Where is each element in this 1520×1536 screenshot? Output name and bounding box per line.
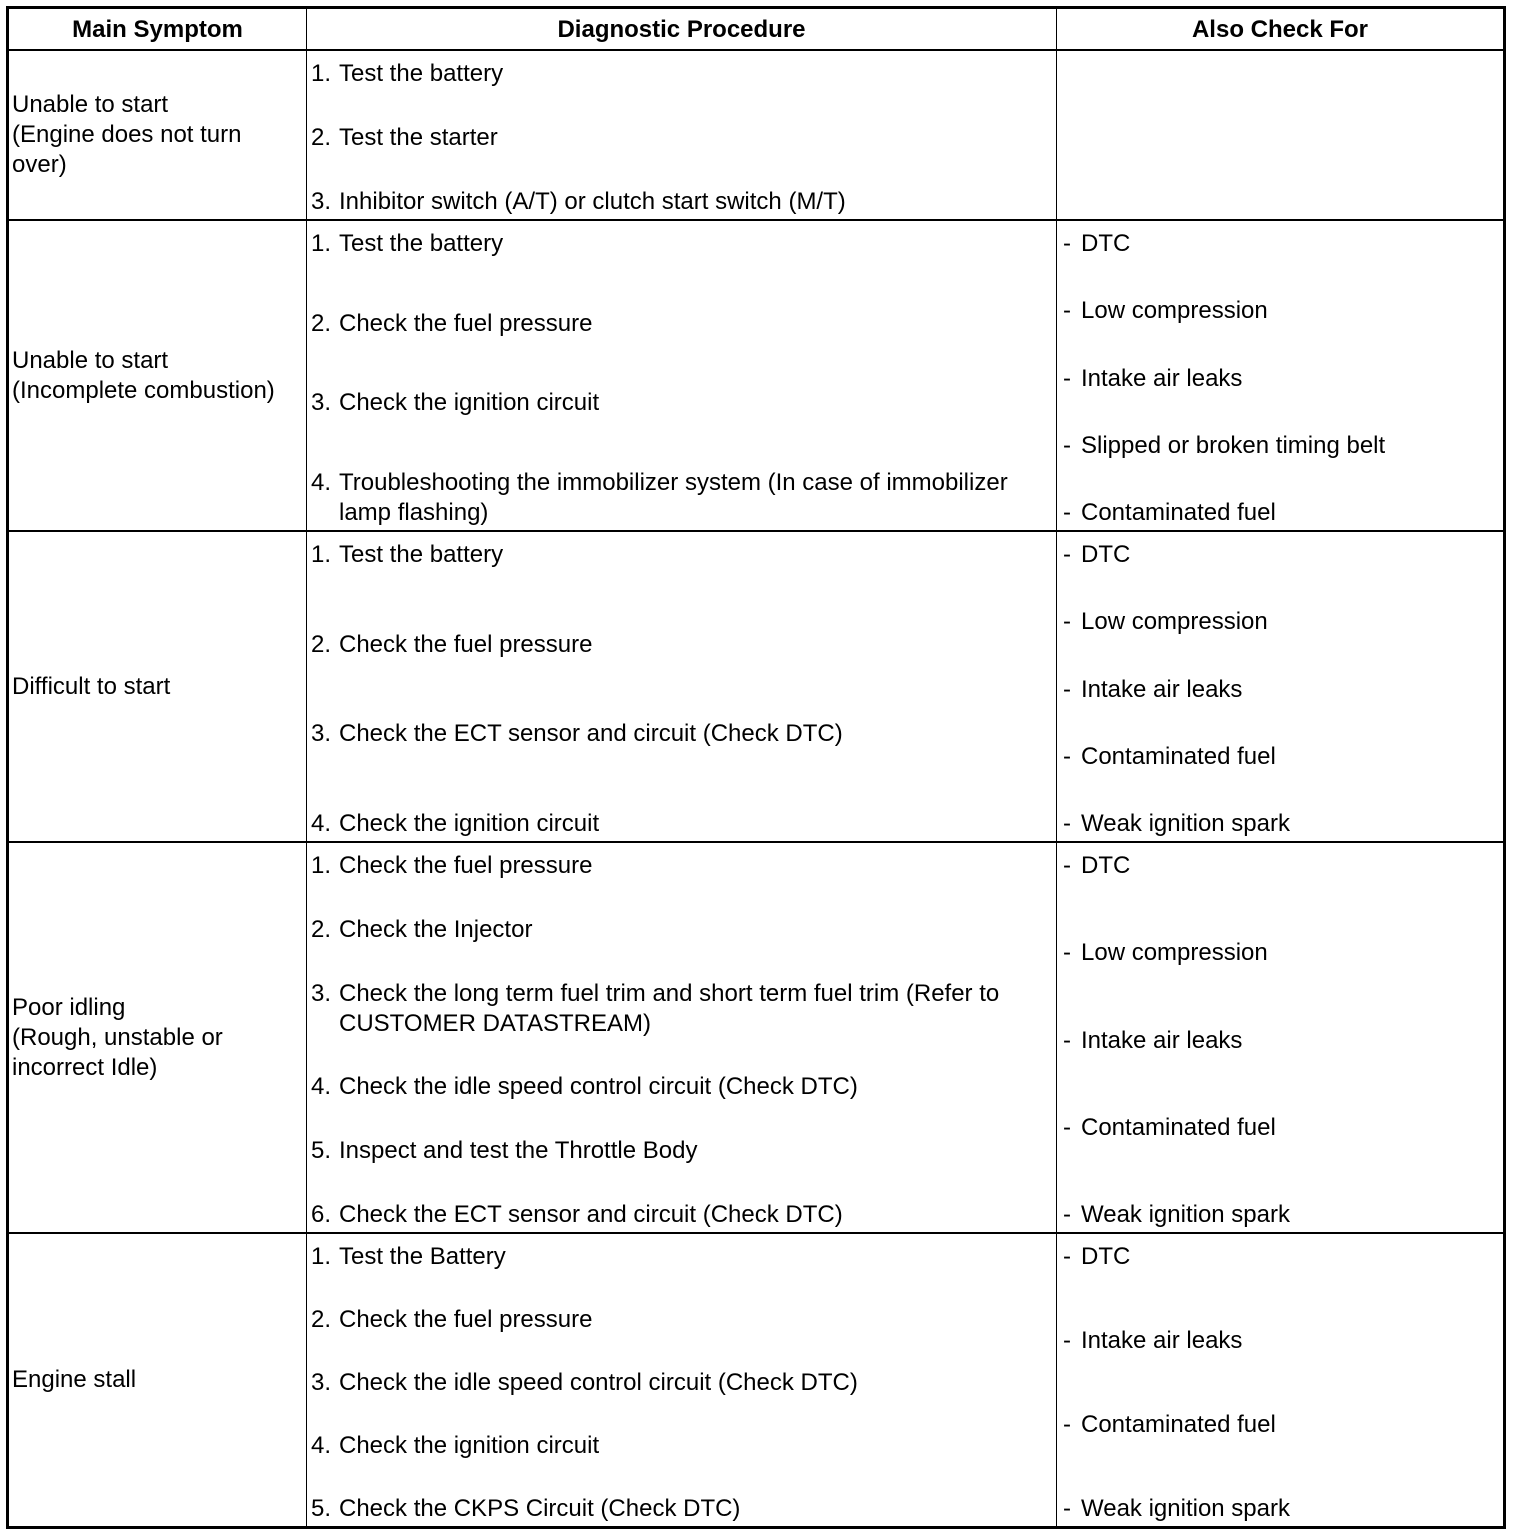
step-number: 3. (311, 1369, 332, 1396)
bullet-dash: - (1063, 1243, 1071, 1270)
symptom-cell (9, 532, 306, 841)
procedure-step (311, 1431, 1044, 1461)
procedure-step (311, 123, 1044, 153)
procedure-step (311, 809, 1044, 839)
procedure-cell (307, 1234, 1056, 1526)
step-text: Test the battery (339, 230, 504, 257)
step-text: Check the ECT sensor and circuit (Check DTC) (339, 1200, 843, 1228)
bullet-dash: - (1063, 742, 1071, 770)
also-check-cell (1057, 532, 1503, 841)
also-check-item (1063, 1410, 1495, 1440)
also-check-item (1063, 1326, 1495, 1356)
bullet-dash: - (1063, 541, 1071, 568)
also-check-item (1063, 607, 1495, 637)
procedure-step (311, 1200, 1044, 1230)
procedure-cell (307, 221, 1056, 530)
also-check-text: DTC (1081, 230, 1131, 257)
bullet-dash: - (1063, 1327, 1071, 1354)
procedure-step (311, 59, 1044, 89)
also-check-cell (1057, 51, 1503, 219)
procedure-step (311, 1494, 1044, 1524)
also-check-cell (1057, 1234, 1503, 1526)
procedure-cell (307, 843, 1056, 1232)
also-check-text: Slipped or broken timing belt (1081, 431, 1386, 459)
bullet-dash: - (1063, 1411, 1071, 1438)
also-check-text: Intake air leaks (1081, 1026, 1243, 1054)
procedure-cell (307, 532, 1056, 841)
bullet-dash: - (1063, 1026, 1071, 1054)
also-check-text: Contaminated fuel (1081, 1411, 1276, 1438)
also-check-text: Intake air leaks (1081, 675, 1243, 703)
procedure-step (311, 388, 1044, 418)
procedure-step (311, 1136, 1044, 1166)
bullet-dash: - (1063, 1113, 1071, 1141)
bullet-dash: - (1063, 364, 1071, 392)
step-text: Inhibitor switch (A/T) or clutch start switch (M/T) (339, 188, 846, 215)
also-check-text: Contaminated fuel (1081, 1113, 1276, 1141)
also-check-item (1063, 938, 1495, 968)
also-check-cell (1057, 221, 1503, 530)
bullet-dash: - (1063, 675, 1071, 703)
symptom-cell (9, 221, 306, 530)
also-check-text: Low compression (1081, 297, 1268, 325)
step-number: 5. (311, 1137, 332, 1165)
procedure-step (311, 979, 1044, 1039)
also-check-item (1063, 675, 1495, 705)
also-check-item (1063, 498, 1495, 528)
procedure-step (311, 1368, 1044, 1398)
also-check-item (1063, 296, 1495, 326)
procedure-step (311, 309, 1044, 339)
also-check-item (1063, 364, 1495, 394)
procedure-cell (307, 51, 1056, 219)
also-check-text: Weak ignition spark (1081, 1495, 1290, 1522)
step-number: 3. (311, 188, 332, 215)
step-number: 4. (311, 1432, 332, 1459)
step-text: Check the ignition circuit (339, 1432, 600, 1459)
diagnostic-table (6, 6, 1506, 1529)
also-check-item (1063, 1200, 1495, 1230)
step-number: 2. (311, 124, 332, 151)
step-number: 3. (311, 389, 332, 417)
step-text: Inspect and test the Throttle Body (339, 1137, 698, 1165)
also-check-text: Low compression (1081, 608, 1268, 636)
procedure-step (311, 1072, 1044, 1102)
procedure-step (311, 1242, 1044, 1272)
step-text: Check the fuel pressure (339, 309, 593, 337)
bullet-dash: - (1063, 1495, 1071, 1522)
symptom-text: Engine stall (12, 1366, 137, 1393)
step-number: 4. (311, 809, 332, 837)
step-number: 6. (311, 1200, 332, 1228)
bullet-dash: - (1063, 852, 1071, 879)
procedure-step (311, 187, 1044, 217)
step-number: 3. (311, 979, 332, 1007)
step-text: Check the CKPS Circuit (Check DTC) (339, 1495, 741, 1522)
also-check-text: Weak ignition spark (1081, 1201, 1290, 1228)
procedure-step (311, 229, 1044, 259)
step-number: 4. (311, 1073, 332, 1101)
also-check-text: DTC (1081, 1243, 1131, 1270)
symptom-text: Poor idling (Rough, unstable or incorrect Idle) (12, 993, 223, 1081)
bullet-dash: - (1063, 431, 1071, 459)
bullet-dash: - (1063, 939, 1071, 967)
step-number: 2. (311, 1306, 332, 1333)
also-check-item (1063, 1242, 1495, 1272)
bullet-dash: - (1063, 810, 1071, 837)
step-text: Test the battery (339, 541, 504, 568)
also-check-text: Contaminated fuel (1081, 499, 1276, 526)
procedure-step (311, 1305, 1044, 1335)
header-also-check-for: Also Check For (1191, 15, 1369, 43)
step-text: Check the Injector (339, 915, 533, 943)
procedure-step (311, 719, 1044, 749)
step-text: Troubleshooting the immobilizer system (In case of immobilizer lamp flashing) (339, 468, 1008, 526)
bullet-dash: - (1063, 230, 1071, 257)
procedure-step (311, 468, 1044, 528)
step-number: 4. (311, 468, 332, 496)
symptom-cell (9, 51, 306, 219)
also-check-text: DTC (1081, 852, 1131, 879)
bullet-dash: - (1063, 297, 1071, 325)
also-check-item (1063, 540, 1495, 570)
also-check-item (1063, 1113, 1495, 1143)
procedure-step (311, 540, 1044, 570)
step-text: Test the Battery (339, 1243, 506, 1270)
step-text: Test the starter (339, 124, 498, 151)
step-number: 1. (311, 1243, 332, 1270)
also-check-item (1063, 1494, 1495, 1524)
step-number: 3. (311, 720, 332, 748)
also-check-text: Weak ignition spark (1081, 810, 1290, 837)
step-number: 2. (311, 915, 332, 943)
also-check-text: DTC (1081, 541, 1131, 568)
step-text: Check the fuel pressure (339, 852, 593, 879)
also-check-item (1063, 431, 1495, 461)
step-text: Check the ignition circuit (339, 809, 600, 837)
symptom-cell (9, 1234, 306, 1526)
also-check-item (1063, 742, 1495, 772)
step-number: 2. (311, 630, 332, 658)
also-check-item (1063, 229, 1495, 259)
procedure-step (311, 851, 1044, 881)
also-check-text: Intake air leaks (1081, 1327, 1243, 1354)
step-number: 2. (311, 309, 332, 337)
step-number: 1. (311, 230, 332, 257)
also-check-text: Low compression (1081, 939, 1268, 967)
step-text: Test the battery (339, 60, 504, 87)
step-text: Check the idle speed control circuit (Check DTC) (339, 1369, 858, 1396)
procedure-step (311, 915, 1044, 945)
step-number: 1. (311, 852, 332, 879)
step-text: Check the fuel pressure (339, 1306, 593, 1333)
step-number: 5. (311, 1495, 332, 1522)
bullet-dash: - (1063, 499, 1071, 526)
symptom-text: Difficult to start (12, 672, 171, 700)
symptom-text: Unable to start (Incomplete combustion) (12, 346, 275, 404)
step-text: Check the fuel pressure (339, 630, 593, 658)
bullet-dash: - (1063, 1201, 1071, 1228)
symptom-cell (9, 843, 306, 1232)
step-number: 1. (311, 541, 332, 568)
also-check-item (1063, 851, 1495, 881)
step-text: Check the long term fuel trim and short term fuel trim (Refer to CUSTOMER DATASTREAM) (339, 979, 1000, 1037)
step-text: Check the ECT sensor and circuit (Check DTC) (339, 720, 843, 748)
also-check-item (1063, 1026, 1495, 1056)
also-check-item (1063, 809, 1495, 839)
bullet-dash: - (1063, 608, 1071, 636)
step-text: Check the ignition circuit (339, 389, 600, 417)
symptom-text: Unable to start (Engine does not turn over) (12, 91, 242, 178)
header-main-symptom: Main Symptom (72, 15, 243, 43)
also-check-cell (1057, 843, 1503, 1232)
header-diagnostic-procedure: Diagnostic Procedure (557, 15, 806, 43)
procedure-step (311, 630, 1044, 660)
step-text: Check the idle speed control circuit (Check DTC) (339, 1073, 858, 1101)
also-check-text: Intake air leaks (1081, 364, 1243, 392)
also-check-text: Contaminated fuel (1081, 742, 1276, 770)
step-number: 1. (311, 60, 332, 87)
